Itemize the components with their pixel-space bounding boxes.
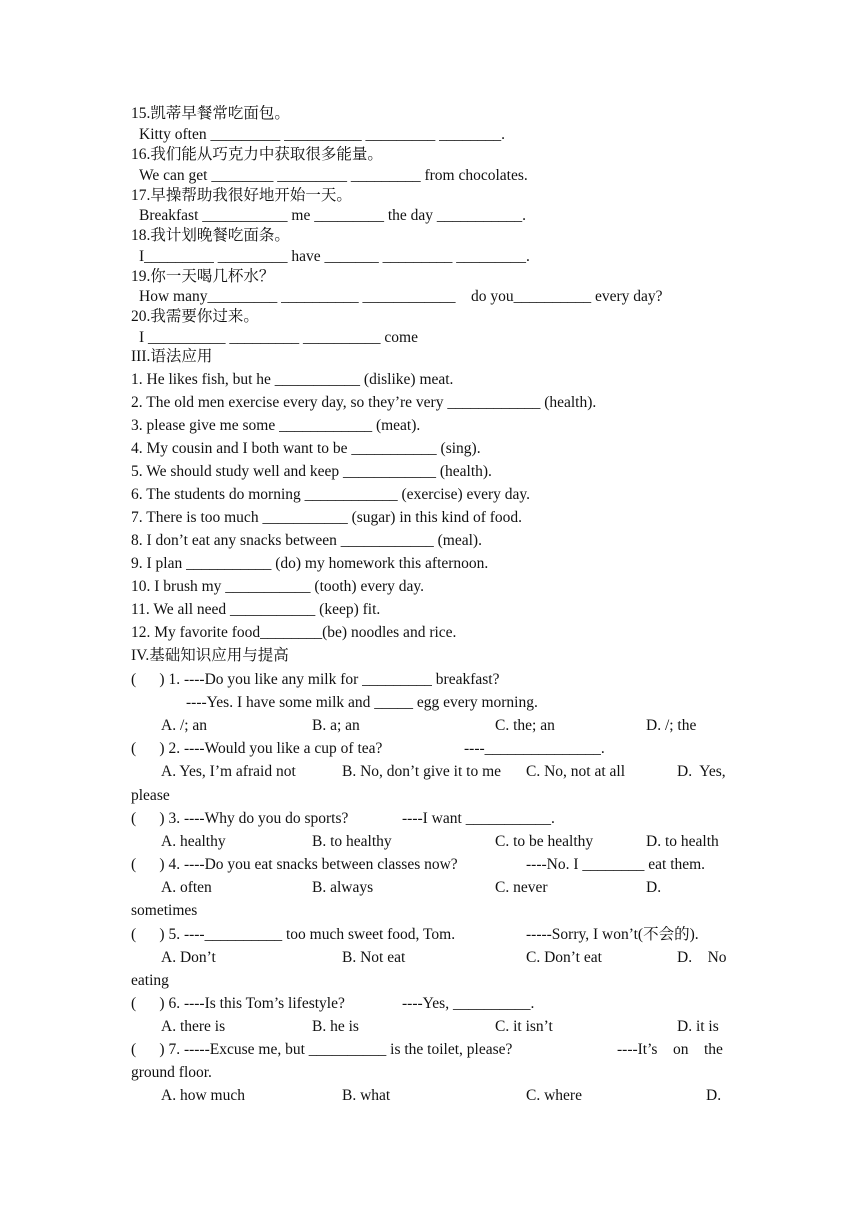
question-4-stem: ( ) 4. ----Do you eat snacks between classes now? [131, 856, 458, 873]
question-5-option-a: A. Don’t [161, 949, 216, 966]
grammar-item-3: 3. please give me some ____________ (meat). [131, 417, 421, 434]
question-4-option-d-continued: sometimes [131, 902, 198, 919]
question-2-option-b: B. No, don’t give it to me [342, 763, 502, 780]
grammar-item-1: 1. He likes fish, but he ___________ (dislike) meat. [131, 371, 454, 388]
grammar-item-5: 5. We should study well and keep ____________ (health). [131, 463, 492, 480]
grammar-item-8: 8. I don’t eat any snacks between ____________ (meal). [131, 532, 482, 549]
question-7-reply-continued: ground floor. [131, 1064, 212, 1081]
grammar-item-11: 11. We all need ___________ (keep) fit. [131, 601, 381, 618]
translation-item-16-english: We can get ________ _________ _________ from chocolates. [139, 167, 528, 184]
question-3-option-d: D. to health [646, 833, 719, 850]
grammar-item-12: 12. My favorite food________(be) noodles and rice. [131, 624, 457, 641]
translation-item-20-chinese: 20.我需要你过来。 [131, 308, 259, 325]
grammar-item-2: 2. The old men exercise every day, so they’re very ____________ (health). [131, 394, 597, 411]
grammar-item-10: 10. I brush my ___________ (tooth) every day. [131, 578, 425, 595]
translation-item-19-english: How many_________ __________ ____________ do you__________ every day? [139, 288, 663, 305]
translation-item-18-chinese: 18.我计划晚餐吃面条。 [131, 227, 290, 244]
question-4-reply: ----No. I ________ eat them. [526, 856, 706, 873]
basics-section-heading: IV.基础知识应用与提高 [131, 647, 289, 664]
question-7-stem: ( ) 7. -----Excuse me, but __________ is the toilet, please? [131, 1041, 513, 1058]
grammar-item-9: 9. I plan ___________ (do) my homework this afternoon. [131, 555, 489, 572]
question-4-option-b: B. always [312, 879, 374, 896]
question-1-option-c: C. the; an [495, 717, 555, 734]
grammar-item-6: 6. The students do morning ____________ (exercise) every day. [131, 486, 531, 503]
grammar-section-heading: III.语法应用 [131, 348, 213, 365]
question-6-option-a: A. there is [161, 1018, 226, 1035]
question-2-option-a: A. Yes, I’m afraid not [161, 763, 296, 780]
translation-item-17-english: Breakfast ___________ me _________ the day ___________. [139, 207, 527, 224]
question-1-stem: ( ) 1. ----Do you like any milk for _________ breakfast? [131, 671, 500, 688]
translation-item-17-chinese: 17.早操帮助我很好地开始一天。 [131, 187, 352, 204]
question-7-option-d: D. [706, 1087, 722, 1104]
question-3-option-b: B. to healthy [312, 833, 392, 850]
question-3-option-c: C. to be healthy [495, 833, 594, 850]
question-5-reply: -----Sorry, I won’t(不会的). [526, 926, 699, 943]
question-3-reply: ----I want ___________. [402, 810, 555, 827]
question-5-option-d-continued: eating [131, 972, 169, 989]
question-6-option-b: B. he is [312, 1018, 359, 1035]
question-4-option-d: D. [646, 879, 662, 896]
question-6-option-c: C. it isn’t [495, 1018, 553, 1035]
question-2-option-d: D. Yes, [677, 763, 726, 780]
question-2-option-c: C. No, not at all [526, 763, 626, 780]
question-6-stem: ( ) 6. ----Is this Tom’s lifestyle? [131, 995, 345, 1012]
question-5-stem: ( ) 5. ----__________ too much sweet food, Tom. [131, 926, 456, 943]
question-7-reply: ----It’s on the [617, 1041, 723, 1058]
question-2-option-d-continued: please [131, 787, 170, 804]
translation-item-20-english: I __________ _________ __________ come [139, 329, 418, 346]
question-7-option-c: C. where [526, 1087, 582, 1104]
question-7-option-a: A. how much [161, 1087, 245, 1104]
translation-item-15-chinese: 15.凯蒂早餐常吃面包。 [131, 105, 290, 122]
question-4-option-a: A. often [161, 879, 212, 896]
translation-item-16-chinese: 16.我们能从巧克力中获取很多能量。 [131, 146, 383, 163]
question-7-option-b: B. what [342, 1087, 391, 1104]
translation-item-18-english: I_________ _________ have _______ _________ _________. [139, 248, 530, 265]
question-1-reply: ----Yes. I have some milk and _____ egg every morning. [186, 694, 538, 711]
grammar-item-4: 4. My cousin and I both want to be ___________ (sing). [131, 440, 481, 457]
question-2-reply: ----_______________. [464, 740, 605, 757]
question-4-option-c: C. never [495, 879, 548, 896]
question-5-option-b: B. Not eat [342, 949, 406, 966]
question-5-option-c: C. Don’t eat [526, 949, 602, 966]
question-6-option-d: D. it is [677, 1018, 719, 1035]
translation-item-15-english: Kitty often _________ __________ _________ ________. [139, 126, 505, 143]
question-3-stem: ( ) 3. ----Why do you do sports? [131, 810, 349, 827]
question-1-option-d: D. /; the [646, 717, 697, 734]
grammar-item-7: 7. There is too much ___________ (sugar) in this kind of food. [131, 509, 523, 526]
question-3-option-a: A. healthy [161, 833, 226, 850]
question-1-option-a: A. /; an [161, 717, 208, 734]
question-5-option-d: D. No [677, 949, 727, 966]
question-6-reply: ----Yes, __________. [402, 995, 535, 1012]
translation-item-19-chinese: 19.你一天喝几杯水？ [131, 268, 275, 285]
question-2-stem: ( ) 2. ----Would you like a cup of tea? [131, 740, 383, 757]
question-1-option-b: B. a; an [312, 717, 360, 734]
